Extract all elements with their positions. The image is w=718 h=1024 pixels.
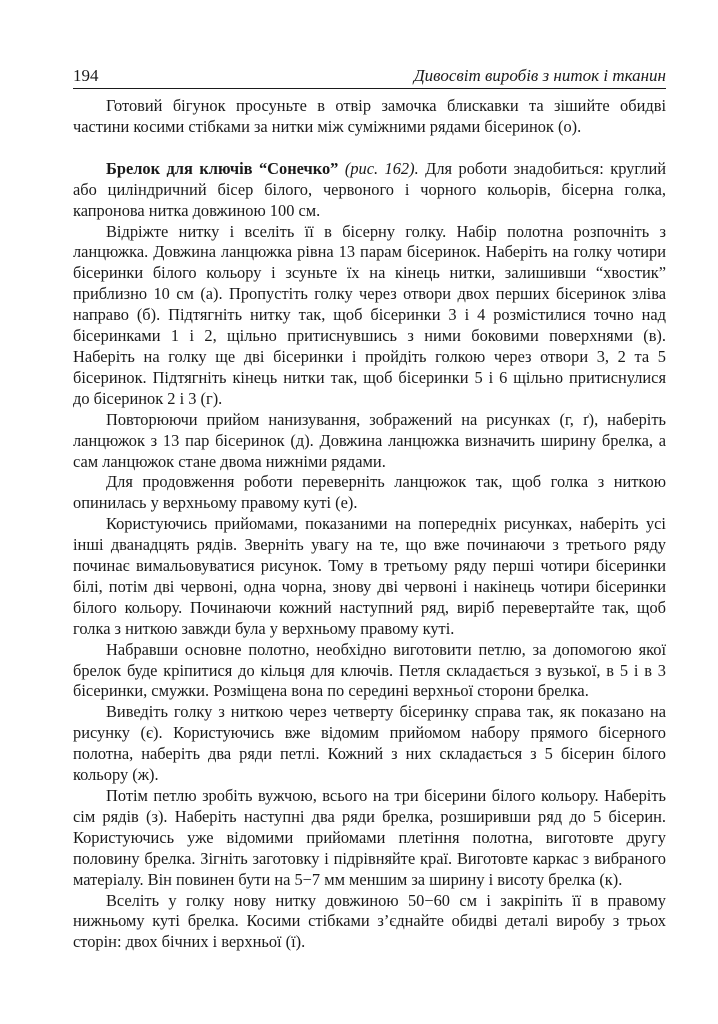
paragraph: Повторюючи прийом нанизування, зображений на рисунках (г, ґ), наберіть ланцюжок з 13 пар бісеринок (д). Довжина ланцюжка визначить ширину брелка, а сам ланцюжок стане двома нижніми рядами. [73,409,666,471]
figure-reference: (рис. 162). [344,158,419,178]
paragraph-text: Для роботи знадобиться: круглий або циліндричний бісер білого, червоного і чорного кольорів, бісерна голка, капронова нитка довжиною 100 см. [73,158,666,220]
body-text [73,96,666,953]
paragraph: Потім петлю зробіть вужчою, всього на три бісерини білого кольору. Наберіть сім рядів (з). Наберіть наступні два ряди брелка, розширивши ряд до 5 бісерин. Користуючись уже відомими прийомами плетіння полотна, виготовте другу половину брелка. Зігніть заготовку і підрівняйте краї. Виготовте каркас з вибраного матеріалу. Він повинен бути на 5−7 мм меншим за ширину і висоту брелка (к). [73,786,666,889]
paragraph: Вселіть у голку нову нитку довжиною 50−60 см і закріпіть її в правому нижньому куті брелка. Косими стібками з’єднайте обидві деталі виробу з трьох сторін: двох бічних і верхньої (ї). [73,890,666,952]
paragraph: Виведіть голку з ниткою через четверту бісеринку справа так, як показано на рисунку (є). Користуючись вже відомим прийомом набору прямого бісерного полотна, наберіть два ряди петлі. Кожний з них складається з 5 бісерин білого кольору (ж). [73,702,666,785]
section-intro-paragraph [73,159,666,222]
paragraph: Користуючись прийомами, показаними на попередніх рисунках, наберіть усі інші дванадцять рядів. Зверніть увагу на те, що вже починаючи з третього ряду починає вимальовуватися рисунок. Тому в третьому ряду перші чотири бісеринки білі, потім дві червоні, одна чорна, знову дві червоні і накінець чотири бісеринки білого кольору. Починаючи кожний наступний ряд, виріб перевертайте так, щоб голка з ниткою завжди була у верхньому правому куті. [73,514,666,638]
paragraph: Готовий бігунок просуньте в отвір замочка блискавки та зішийте обидві частини косими стібками за нитки між суміжними рядами бісеринок (о). [73,96,666,136]
section-title: Брелок для ключів “Сонечко” [106,158,339,178]
header-rule [73,88,666,89]
paragraph: Набравши основне полотно, необхідно виготовити петлю, за допомогою якої брелок буде кріпитися до кільця для ключів. Петля складається з вузької, в 5 і в 3 бісеринки, смужки. Розміщена вона по середині верхньої сторони брелка. [73,639,666,701]
paragraph: Для продовження роботи переверніть ланцюжок так, щоб голка з ниткою опинилась у верхньому правому куті (е). [73,472,666,513]
running-title: Дивосвіт виробів з ниток і тканин [413,66,666,85]
book-page [73,62,666,953]
paragraph: Відріжте нитку і вселіть її в бісерну голку. Набір полотна розпочніть з ланцюжка. Довжина ланцюжка рівна 13 парам бісеринок. Наберіть на голку чотири бісеринки білого кольору і зсуньте їх на кінець нитки, залишивши “хвостик” приблизно 10 см (а). Пропустіть голку через отвори двох перших бісеринок зліва направо (б). Підтягніть нитку так, щоб бісеринки 3 і 4 розмістилися точно над бісеринками 1 і 2, щільно притиснувшись з ними боковими поверхнями (в). Наберіть на голку ще дві бісеринки і пройдіть голкою через отвори 3, 2 та 5 бісеринок. Підтягніть кінець нитки так, щоб бісеринки 5 і 6 щільно притиснулися до бісеринок 2 і 3 (г). [73,221,666,408]
page-number: 194 [73,66,99,85]
page-header [73,62,666,88]
